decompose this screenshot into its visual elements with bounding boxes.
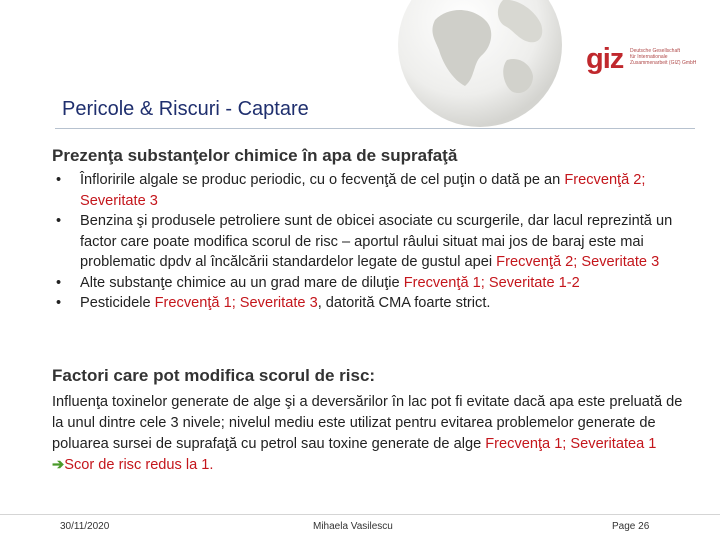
bullet-list [52, 170, 692, 314]
title-divider [55, 128, 695, 129]
risk-rating: Frecvenţă 1; Severitate 1-2 [403, 274, 580, 291]
logo-subtitle: Deutsche Gesellschaft für Internationale Zusammenarbeit (GIZ) GmbH [630, 48, 697, 66]
footer-date: 30/11/2020 [60, 521, 110, 532]
logo-wordmark: giz [586, 43, 624, 75]
slide-title: Pericole & Riscuri - Captare [62, 98, 309, 120]
footer-divider [0, 514, 720, 515]
list-item: • Înfloririle algale se produc periodic, cu o fecvenţă de cel puţin o dată pe an Frecvenţă 2; Severitate 3 [56, 172, 646, 209]
risk-rating: Frecvenţa 1; Severitatea 1 [485, 436, 657, 452]
section-heading-chemicals: Prezenţa substanţelor chimice în apa de suprafaţă [52, 146, 458, 165]
list-item: • Benzina şi produsele petroliere sunt de obicei asociate cu scurgerile, dar lacul reprezintă un factor care poate modifica scorul de risc – aportul râului situat mai jos de baraj este mai problematic dpdv al încălcării standardelor legate de gustul apei Frecvenţă 2; Severitate 3 [56, 213, 673, 270]
risk-rating: Frecvenţă 2; Severitate 3 [496, 254, 660, 270]
bullet-marker: • [56, 172, 62, 188]
list-item: • Pesticidele Frecvenţă 1; Severitate 3, datorită CMA foarte strict. [52, 293, 692, 314]
risk-factors-paragraph: Influenţa toxinelor generate de alge şi a deversărilor în lac pot fi evitate dacă apa este preluată de la unul dintre cele 3 nivele; nivelul mediu este utilizat pentru evitarea problemelor generate de poluarea sursei de suprafaţă cu petrol sau toxine generate de alge Frecvenţa 1; Severitatea 1 ➔Scor de risc redus la 1. [52, 394, 683, 473]
risk-rating: Frecvenţă 2; Severitate 3 [80, 172, 646, 209]
risk-rating: Frecvenţă 1; Severitate 3 [154, 295, 318, 311]
right-arrow-icon: ➔ [52, 457, 65, 473]
risk-conclusion: Scor de risc redus la 1. [64, 457, 214, 473]
footer-page-number: Page 26 [612, 521, 650, 532]
footer-author: Mihaela Vasilescu [313, 521, 393, 532]
bullet-marker: • [56, 213, 62, 229]
bullet-marker: • [56, 295, 62, 311]
globe-decoration-icon [395, 0, 565, 130]
giz-logo [586, 43, 697, 76]
section-heading-risk-factors: Factori care pot modifica scorul de risc: [52, 366, 376, 385]
list-item: • Alte substanţe chimice au un grad mare de diluţie Frecvenţă 1; Severitate 1-2 [52, 273, 692, 294]
bullet-marker: • [56, 274, 62, 291]
